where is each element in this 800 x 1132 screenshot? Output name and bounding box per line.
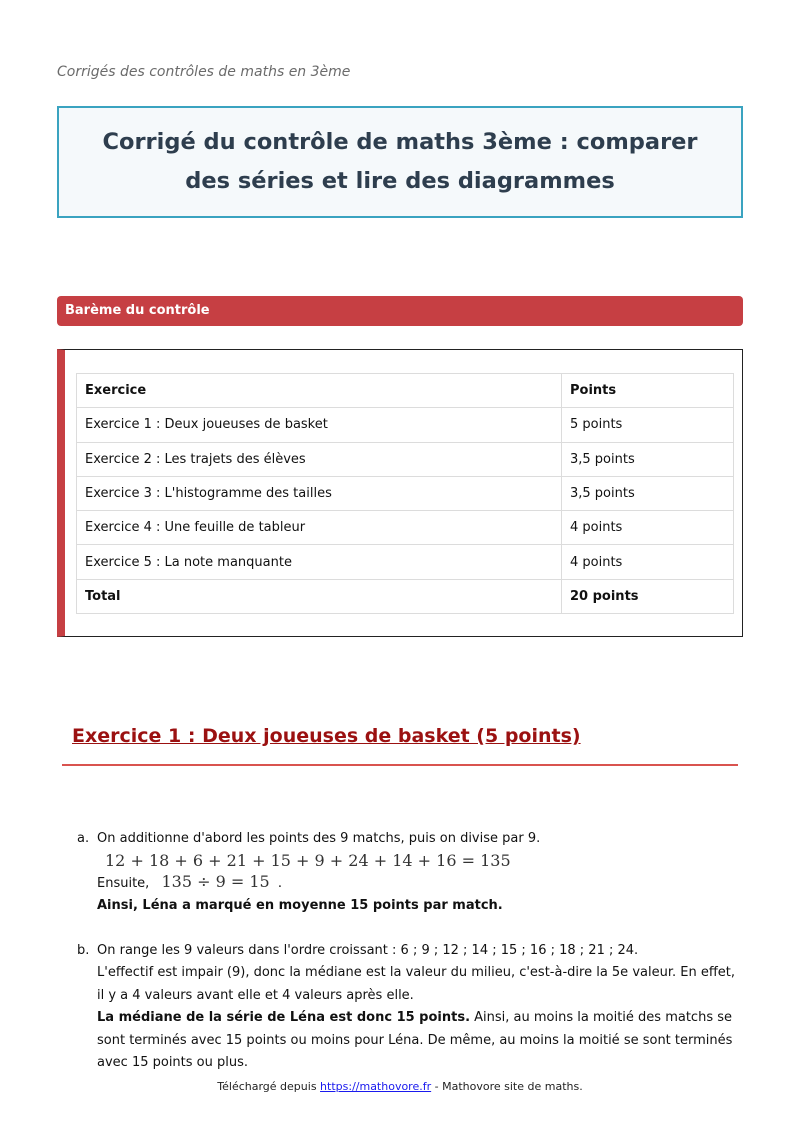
answer-a-intro: On additionne d'abord les points des 9 matchs, puis on divise par 9.: [97, 831, 541, 846]
total-label-cell: Total: [77, 579, 562, 613]
footer-prefix: Téléchargé depuis: [217, 1080, 321, 1093]
answer-a-conclusion: Ainsi, Léna a marqué en moyenne 15 points par match.: [97, 898, 503, 913]
table-total-row: [77, 579, 734, 613]
answer-b-conclusion: La médiane de la série de Léna est donc 15 points.: [97, 1010, 471, 1025]
exercise-cell: Exercice 2 : Les trajets des élèves: [77, 442, 562, 476]
table-header-row: [77, 374, 734, 408]
column-header-points: Points: [562, 374, 734, 408]
footer-suffix: - Mathovore site de maths.: [431, 1080, 583, 1093]
answer-b-paragraph: [97, 1007, 743, 1075]
page-title: Corrigé du contrôle de maths 3ème : comparer des séries et lire des diagrammes: [102, 129, 698, 194]
exercise-cell: Exercice 3 : L'histogramme des tailles: [77, 476, 562, 510]
answer-b-rest: Ainsi, au moins la moitié des matchs se sont terminés avec 15 points ou moins pour Léna. De même, au moins la moitié se sont terminés avec 15 points ou plus.: [97, 1010, 733, 1070]
points-cell: 5 points: [562, 408, 734, 442]
breadcrumb[interactable]: Corrigés des contrôles de maths en 3ème: [57, 64, 351, 80]
bareme-header: Barème du contrôle: [57, 296, 743, 326]
footer: [0, 1080, 800, 1093]
answer-b-line2: L'effectif est impair (9), donc la médiane est la valeur du milieu, c'est-à-dire la 5e valeur. En effet, il y a 4 valeurs avant elle et 4 valeurs après elle.: [97, 965, 736, 1003]
table-row: [77, 511, 734, 545]
list-marker-a: a.: [77, 831, 90, 846]
exercise-1-content: [57, 828, 743, 1075]
answer-b-line1: On range les 9 valeurs dans l'ordre croissant : 6 ; 9 ; 12 ; 14 ; 15 ; 16 ; 18 ; 21 ; 24.: [97, 942, 639, 958]
bareme-panel: [57, 349, 743, 637]
section-divider: [62, 764, 738, 766]
exercise-cell: Exercice 1 : Deux joueuses de basket: [77, 408, 562, 442]
total-points-cell: 20 points: [562, 579, 734, 613]
answer-a-then-line: [97, 871, 743, 896]
division-formula: 135 ÷ 9 = 15: [161, 871, 270, 891]
sum-formula: 12 + 18 + 6 + 21 + 15 + 9 + 24 + 14 + 16 = 135: [105, 850, 511, 870]
footer-link[interactable]: https://mathovore.fr: [320, 1080, 432, 1093]
table-row: [77, 442, 734, 476]
points-cell: 3,5 points: [562, 476, 734, 510]
exercise-cell: Exercice 4 : Une feuille de tableur: [77, 511, 562, 545]
points-cell: 3,5 points: [562, 442, 734, 476]
table-row: [77, 545, 734, 579]
table-row: [77, 408, 734, 442]
column-header-exercice: Exercice: [77, 374, 562, 408]
bareme-table: [76, 373, 734, 614]
answer-b: [57, 940, 743, 1075]
exercise-1-title: Exercice 1 : Deux joueuses de basket (5 points): [72, 725, 581, 747]
then-label: Ensuite,: [97, 875, 150, 891]
then-end: .: [277, 875, 282, 891]
points-cell: 4 points: [562, 511, 734, 545]
list-marker-b: b.: [77, 942, 90, 958]
answer-a: [57, 828, 743, 918]
points-cell: 4 points: [562, 545, 734, 579]
table-row: [77, 476, 734, 510]
exercise-cell: Exercice 5 : La note manquante: [77, 545, 562, 579]
title-box: [57, 106, 743, 218]
